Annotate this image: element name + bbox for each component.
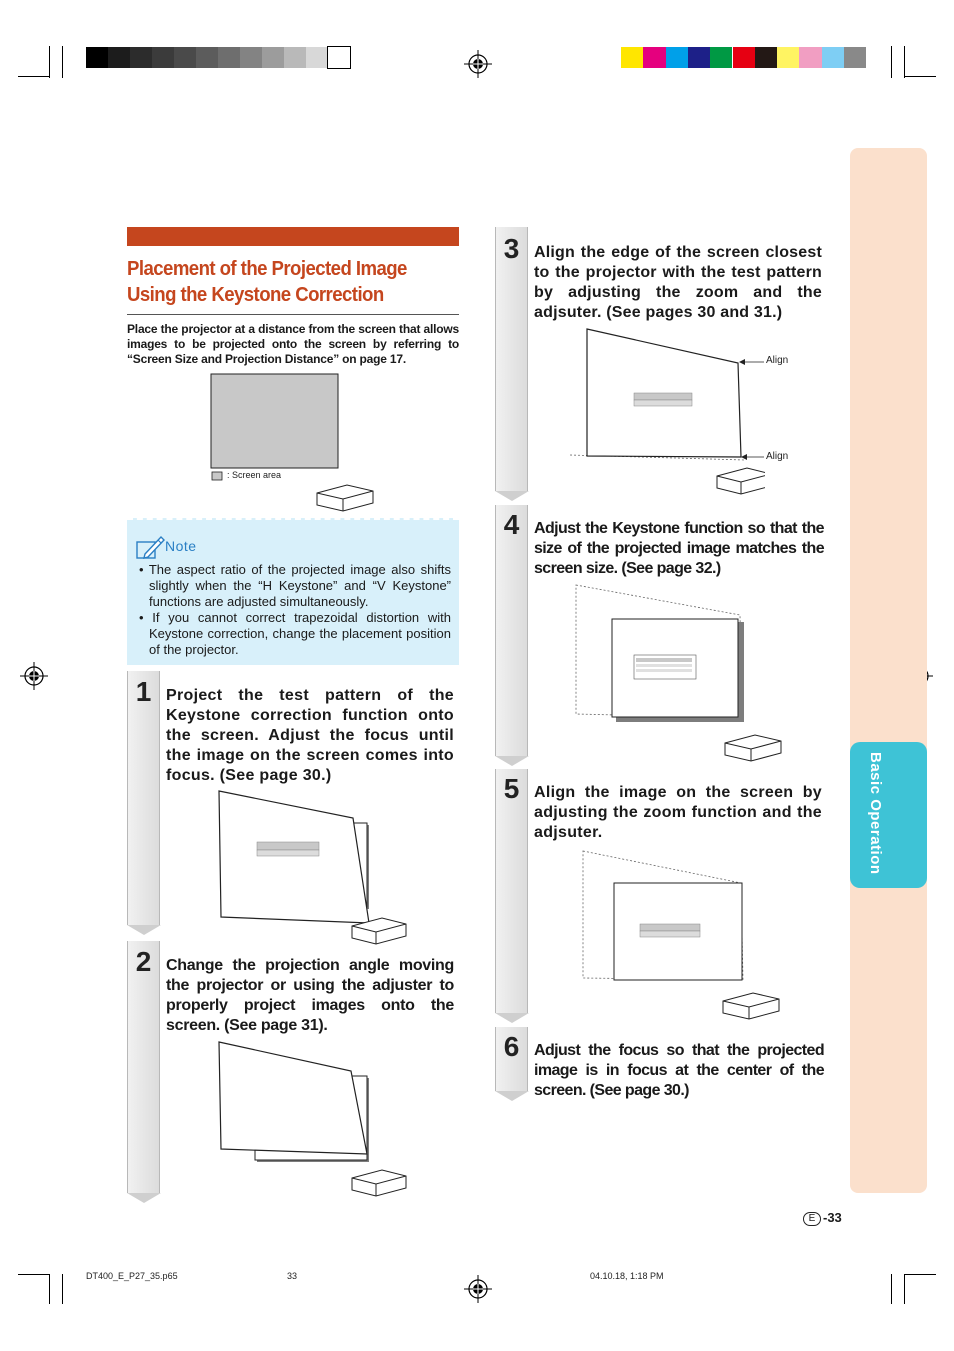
step-2-illustration	[215, 1038, 415, 1200]
color-swatch	[643, 47, 665, 68]
step-1-illustration	[215, 788, 415, 950]
step-1-text: Project the test pattern of the Keystone correction function onto the screen. Adjust the focus until the image on the screen comes into focus. (See page 30.)	[166, 687, 454, 784]
color-swatch	[799, 47, 821, 68]
step-5-bar	[495, 769, 528, 1013]
gray-swatch	[108, 47, 130, 68]
color-swatch	[666, 47, 688, 68]
color-swatch	[710, 47, 732, 68]
gray-swatch	[196, 47, 218, 68]
gray-swatch	[174, 47, 196, 68]
intro-paragraph: Place the projector at a distance from the screen that allows images to be projected onto the screen by referring to “Screen Size and Projection Distance” on page 17.	[127, 322, 459, 366]
note-item: • The aspect ratio of the projected image also shifts slightly when the “H Keystone” and “V Keystone” functions are adjusted simultaneously.	[139, 562, 451, 609]
step-4-number: 4	[503, 509, 520, 540]
step-4-illustration	[570, 582, 790, 767]
footer-page: 33	[287, 1271, 298, 1281]
step-2-bar	[127, 941, 160, 1193]
color-swatch	[777, 47, 799, 68]
gray-swatch	[262, 47, 284, 68]
registration-mark-bottom-icon	[463, 1274, 493, 1304]
step-6-number: 6	[503, 1031, 520, 1062]
note-title: Note	[165, 538, 197, 554]
step-3-text: Align the edge of the screen closest to the projector with the test pattern by adjusting the zoom and the adjsuter. (See pages 30 and 31.)	[534, 244, 822, 321]
color-swatch	[621, 47, 643, 68]
footer-file-name: DT400_E_P27_35.p65	[86, 1271, 178, 1281]
step-2-number: 2	[135, 946, 152, 977]
page-letter-badge: E	[803, 1212, 821, 1226]
gray-swatch	[152, 47, 174, 68]
section-divider	[127, 314, 459, 315]
gray-swatch	[240, 47, 262, 68]
color-swatch	[844, 47, 866, 68]
section-tab	[850, 742, 927, 888]
registration-mark-top-icon	[463, 49, 493, 79]
step-6-text: Adjust the focus so that the projected image is in focus at the center of the screen. (See page 30.)	[534, 1042, 824, 1099]
step-2-text: Change the projection angle moving the projector or using the adjuster to properly project images onto the screen. (See page 31).	[166, 957, 454, 1034]
gray-swatch	[130, 47, 152, 68]
step-4-text: Adjust the Keystone function so that the size of the projected image matches the screen size. (See page 32.)	[534, 520, 824, 577]
section-title-line-1: Placement of the Projected Image	[127, 258, 407, 280]
gray-swatch	[218, 47, 240, 68]
gray-swatch	[284, 47, 306, 68]
note-list	[139, 562, 451, 658]
color-swatch	[733, 47, 755, 68]
section-header-bar	[127, 227, 459, 246]
screen-area-legend: : Screen area	[227, 470, 282, 480]
step-5-text: Align the image on the screen by adjusting the zoom function and the adjsuter.	[534, 784, 822, 841]
pencil-note-icon	[135, 534, 165, 562]
align-label-bottom: Align	[766, 451, 789, 462]
page-number-value: -33	[823, 1210, 842, 1225]
note-item: • If you cannot correct trapezoidal distortion with Keystone correction, change the placement position of the projector.	[139, 610, 451, 657]
screen-area-illustration	[205, 370, 385, 515]
gray-swatch	[86, 47, 108, 68]
color-swatch	[822, 47, 844, 68]
align-label-top: Align	[766, 355, 789, 366]
gray-swatch	[328, 47, 350, 68]
step-1-bar	[127, 671, 160, 925]
section-tab-label: Basic Operation	[867, 752, 884, 875]
step-5-number: 5	[503, 773, 520, 804]
footer-timestamp: 04.10.18, 1:18 PM	[590, 1271, 664, 1281]
gray-swatch	[306, 47, 328, 68]
step-1-number: 1	[135, 676, 152, 707]
note-box	[127, 518, 459, 665]
step-3-illustration	[565, 326, 765, 506]
step-3-number: 3	[503, 233, 520, 264]
step-3-bar	[495, 227, 528, 491]
step-4-bar	[495, 505, 528, 756]
section-title-line-2: Using the Keystone Correction	[127, 284, 384, 306]
registration-mark-left-icon	[19, 661, 49, 691]
page-number	[803, 1210, 842, 1226]
step-5-illustration	[575, 848, 790, 1028]
side-band	[850, 148, 927, 1193]
section-title	[127, 256, 443, 308]
color-swatch	[755, 47, 777, 68]
color-swatch	[688, 47, 710, 68]
